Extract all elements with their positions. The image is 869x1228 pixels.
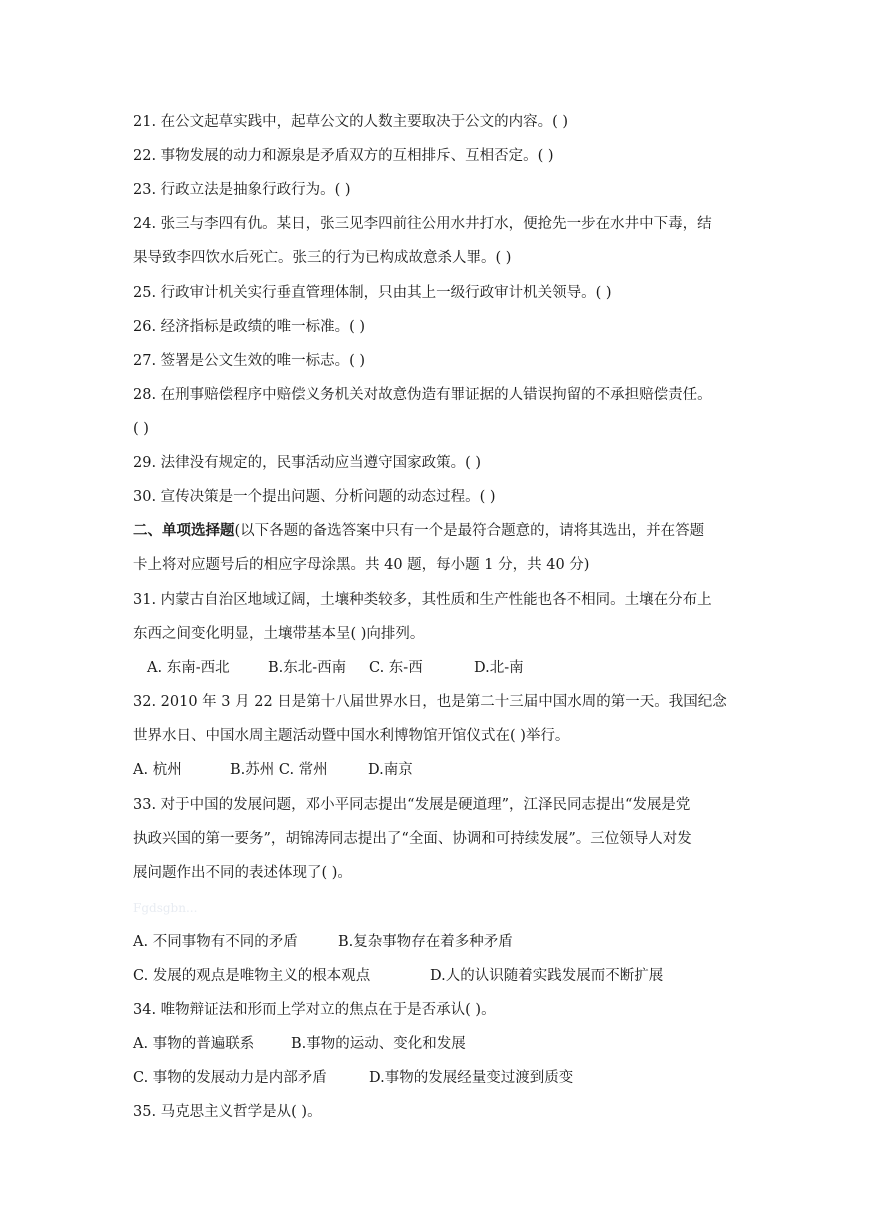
question-24-line-2: 果导致李四饮水后死亡。张三的行为已构成故意杀人罪。( ) — [133, 250, 512, 266]
question-32-line-2: 世界水日、中国水周主题活动暨中国水利博物馆开馆仪式在( )举行。 — [133, 728, 570, 744]
section-2-desc-line-1: (以下各题的备选答案中只有一个是最符合题意的，请将其选出，并在答题 — [234, 523, 705, 539]
question-24-line-1: 24. 张三与李四有仇。某日，张三见李四前往公用水井打水，便抢先一步在水井中下毒，结 — [133, 216, 712, 232]
question-30: 30. 宣传决策是一个提出问题、分析问题的动态过程。( ) — [133, 489, 496, 505]
q32-option-a: A. 杭州 — [133, 762, 182, 778]
question-29: 29. 法律没有规定的，民事活动应当遵守国家政策。( ) — [133, 455, 482, 471]
question-32-options — [0, 760, 869, 780]
section-2-heading — [133, 521, 704, 541]
question-32-line-1: 32. 2010 年 3 月 22 日是第十八届世界水日，也是第二十三届中国水周的第一天。我国纪念 — [133, 694, 727, 710]
q31-option-c: C. 东-西 — [369, 660, 423, 676]
section-2-desc-line-2: 卡上将对应题号后的相应字母涂黑。共 40 题，每小题 1 分，共 40 分) — [133, 557, 590, 573]
section-2-title: 二、单项选择题 — [133, 522, 235, 539]
q34-option-b: B.事物的运动、变化和发展 — [291, 1036, 466, 1052]
question-27: 27. 签署是公文生效的唯一标志。( ) — [133, 353, 366, 369]
q31-option-d: D.北-南 — [474, 660, 524, 676]
question-33-options-row-1 — [0, 932, 869, 952]
question-28-line-2: ( ) — [133, 421, 149, 437]
q32-option-b-c: B.苏州 C. 常州 — [230, 762, 328, 778]
question-33-line-3: 展问题作出不同的表述体现了( )。 — [133, 865, 352, 881]
q32-option-d: D.南京 — [368, 762, 413, 778]
question-34: 34. 唯物辩证法和形而上学对立的焦点在于是否承认( )。 — [133, 1002, 496, 1018]
q34-option-c: C. 事物的发展动力是内部矛盾 — [133, 1070, 327, 1086]
q34-option-d: D.事物的发展经量变过渡到质变 — [369, 1070, 574, 1086]
question-23: 23. 行政立法是抽象行政行为。( ) — [133, 182, 351, 198]
question-31-line-2: 东西之间变化明显，土壤带基本呈( )向排列。 — [133, 626, 425, 642]
question-25: 25. 行政审计机关实行垂直管理体制，只由其上一级行政审计机关领导。( ) — [133, 285, 612, 301]
question-21: 21. 在公文起草实践中，起草公文的人数主要取决于公文的内容。( ) — [133, 114, 569, 130]
question-26: 26. 经济指标是政绩的唯一标准。( ) — [133, 319, 366, 335]
question-22: 22. 事物发展的动力和源泉是矛盾双方的互相排斥、互相否定。( ) — [133, 148, 554, 164]
q33-option-a: A. 不同事物有不同的矛盾 — [133, 934, 298, 950]
faint-watermark-text: Fgdsgbn... — [133, 901, 198, 915]
question-31-line-1: 31. 内蒙古自治区地域辽阔，土壤种类较多，其性质和生产性能也各不相同。土壤在分布上 — [133, 592, 712, 608]
question-35: 35. 马克思主义哲学是从( )。 — [133, 1104, 322, 1120]
question-33-options-row-2 — [0, 966, 869, 986]
q33-option-c: C. 发展的观点是唯物主义的根本观点 — [133, 968, 371, 984]
q34-option-a: A. 事物的普遍联系 — [133, 1036, 255, 1052]
question-28-line-1: 28. 在刑事赔偿程序中赔偿义务机关对故意伪造有罪证据的人错误拘留的不承担赔偿责任。 — [133, 387, 712, 403]
question-34-options-row-2 — [0, 1068, 869, 1088]
question-33-line-1: 33. 对于中国的发展问题，邓小平同志提出“发展是硬道理”，江泽民同志提出“发展是党 — [133, 797, 691, 813]
question-34-options-row-1 — [0, 1034, 869, 1054]
q31-option-a: A. 东南-西北 — [147, 660, 230, 676]
question-31-options — [0, 658, 869, 678]
q31-option-b: B.东北-西南 — [268, 660, 347, 676]
q33-option-d: D.人的认识随着实践发展而不断扩展 — [430, 968, 664, 984]
question-33-line-2: 执政兴国的第一要务”，胡锦涛同志提出了“全面、协调和可持续发展”。三位领导人对发 — [133, 831, 692, 847]
q33-option-b: B.复杂事物存在着多种矛盾 — [338, 934, 513, 950]
